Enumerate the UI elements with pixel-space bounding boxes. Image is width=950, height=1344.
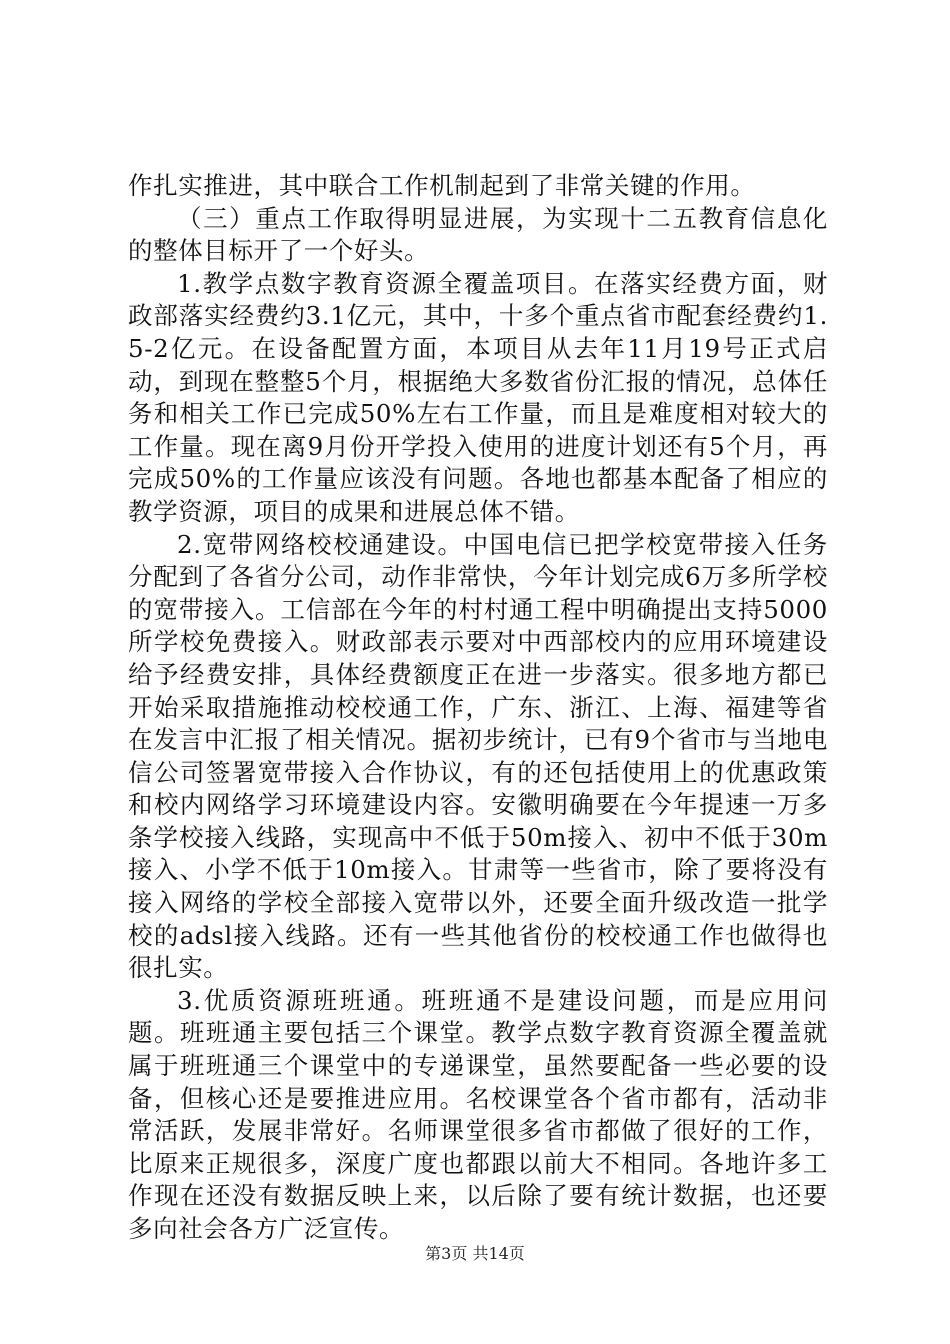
paragraph-item-1: 1.教学点数字教育资源全覆盖项目。在落实经费方面，财政部落实经费约3.1亿元，其中，十多个重点省市配套经费约1.5-2亿元。在设备配置方面，本项目从去年11月19号正式启动，到现在整整5个月，根据绝大多数省份汇报的情况，总体任务和相关工作已完成50%左右工作量，而且是难度相对较大的工作量。现在离9月份开学投入使用的进度计划还有5个月，再完成50%的工作量应该没有问题。各地也都基本配备了相应的教学资源，项目的成果和进展总体不错。: [128, 268, 828, 526]
paragraph-item-3: 3.优质资源班班通。班班通不是建设问题，而是应用问题。班班通主要包括三个课堂。教学点数字教育资源全覆盖就属于班班通三个课堂中的专递课堂，虽然要配备一些必要的设备，但核心还是要推进应用。名校课堂各个省市都有，活动非常活跃，发展非常好。名师课堂很多省市都做了很好的工作，比原来正规很多，深度广度也都跟以前大不相同。各地许多工作现在还没有数据反映上来，以后除了要有统计数据，也还要多向社会各方广泛宣传。: [128, 985, 828, 1243]
paragraph-section-heading: （三）重点工作取得明显进展，为实现十二五教育信息化的整体目标开了一个好头。: [128, 203, 828, 266]
document-body: [128, 170, 828, 1246]
paragraph-continuation: 作扎实推进，其中联合工作机制起到了非常关键的作用。: [128, 171, 756, 200]
page-number-footer: 第3页 共14页: [425, 1244, 525, 1263]
paragraph-item-2: 2.宽带网络校校通建设。中国电信已把学校宽带接入任务分配到了各省分公司，动作非常快，今年计划完成6万多所学校的宽带接入。工信部在今年的村村通工程中明确提出支持5000所学校免费接入。财政部表示要对中西部校内的应用环境建设给予经费安排，具体经费额度正在进一步落实。很多地方都已开始采取措施推动校校通工作，广东、浙江、上海、福建等省在发言中汇报了相关情况。据初步统计，已有9个省市与当地电信公司签署宽带接入合作协议，有的还包括使用上的优惠政策和校内网络学习环境建设内容。安徽明确要在今年提速一万多条学校接入线路，实现高中不低于50m接入、初中不低于30m接入、小学不低于10m接入。甘肃等一些省市，除了要将没有接入网络的学校全部接入宽带以外，还要全面升级改造一批学校的adsl接入线路。还有一些其他省份的校校通工作也做得也很扎实。: [128, 529, 828, 983]
